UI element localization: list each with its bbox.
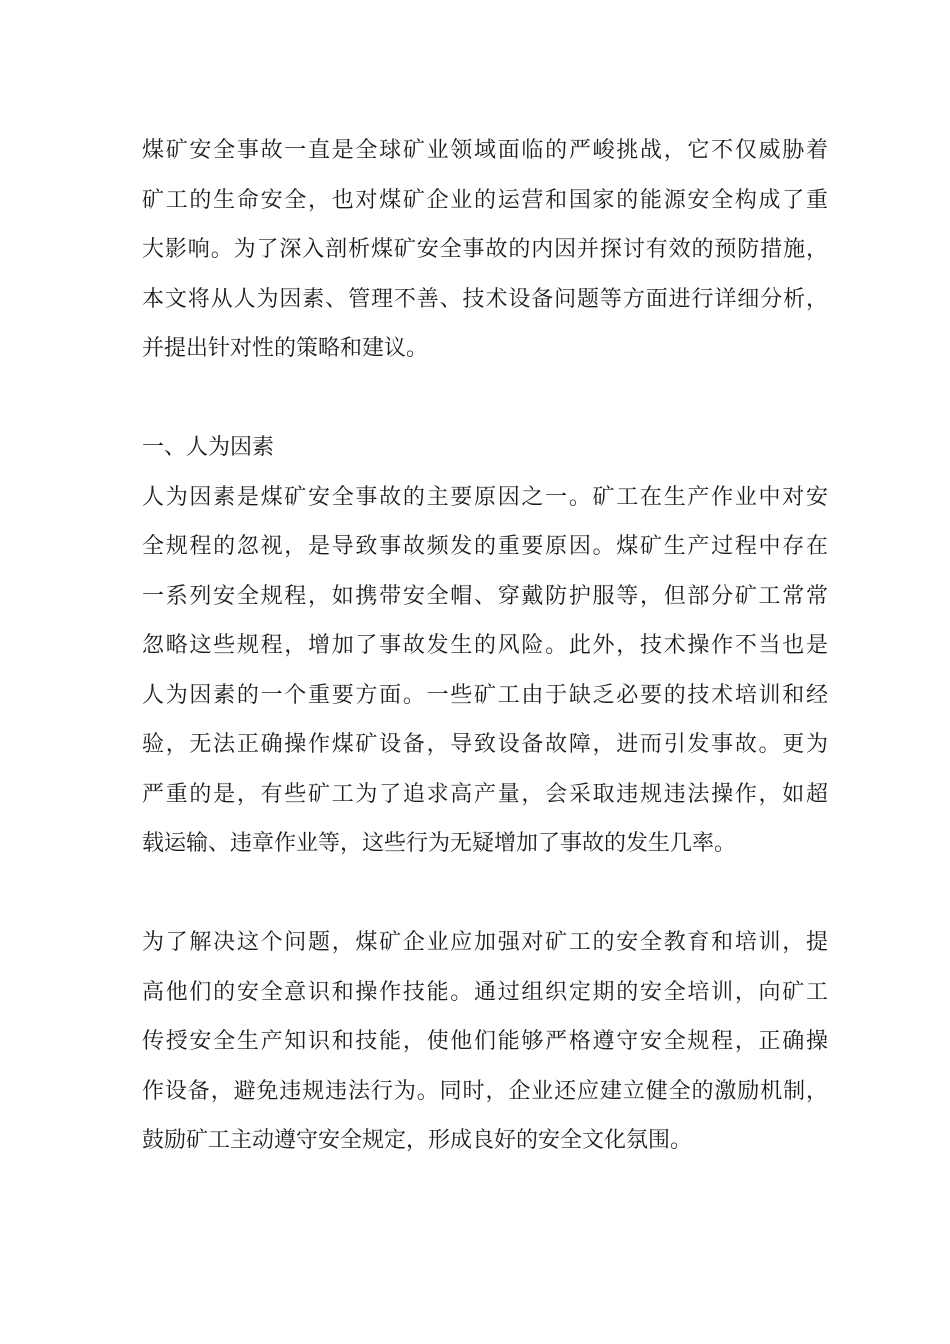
paragraph-line: 传授安全生产知识和技能，使他们能够严格遵守安全规程，正确操 — [142, 1029, 828, 1054]
paragraph-spacer — [142, 869, 828, 919]
section-paragraph — [142, 918, 828, 1166]
paragraph-line: 验，无法正确操作煤矿设备，导致设备故障，进而引发事故。更为 — [142, 732, 828, 757]
paragraph-line: 严重的是，有些矿工为了追求高产量，会采取违规违法操作，如超 — [142, 781, 828, 807]
paragraph-line: 忽略这些规程，增加了事故发生的风险。此外，技术操作不当也是 — [142, 633, 828, 658]
paragraph-line: 矿工的生命安全，也对煤矿企业的运营和国家的能源安全构成了重 — [142, 187, 828, 213]
paragraph-line: 人为因素的一个重要方面。一些矿工由于缺乏必要的技术培训和经 — [142, 682, 828, 708]
paragraph-line: 大影响。为了深入剖析煤矿安全事故的内因并探讨有效的预防措施， — [142, 237, 828, 262]
section-heading: 一、人为因素 — [142, 435, 275, 460]
paragraph-line: 全规程的忽视，是导致事故频发的重要原因。煤矿生产过程中存在 — [142, 534, 828, 559]
paragraph-line: 鼓励矿工主动遵守安全规定，形成良好的安全文化氛围。 — [142, 1128, 693, 1153]
paragraph-line: 载运输、违章作业等，这些行为无疑增加了事故的发生几率。 — [142, 831, 737, 856]
intro-paragraph — [142, 126, 828, 374]
paragraph-line: 高他们的安全意识和操作技能。通过组织定期的安全培训，向矿工 — [142, 979, 828, 1005]
paragraph-line: 煤矿安全事故一直是全球矿业领域面临的严峻挑战，它不仅威胁着 — [142, 138, 828, 163]
paragraph-line: 一系列安全规程，如携带安全帽、穿戴防护服等，但部分矿工常常 — [142, 583, 828, 609]
paragraph-line: 人为因素是煤矿安全事故的主要原因之一。矿工在生产作业中对安 — [142, 484, 828, 510]
section-paragraph — [142, 473, 828, 869]
paragraph-line: 为了解决这个问题，煤矿企业应加强对矿工的安全教育和培训，提 — [142, 930, 828, 955]
paragraph-line: 本文将从人为因素、管理不善、技术设备问题等方面进行详细分析， — [142, 286, 828, 312]
document-body — [142, 126, 828, 1166]
paragraph-line: 作设备，避免违规违法行为。同时，企业还应建立健全的激励机制， — [142, 1078, 828, 1104]
paragraph-line: 并提出针对性的策略和建议。 — [142, 336, 429, 361]
paragraph-spacer — [142, 374, 828, 424]
